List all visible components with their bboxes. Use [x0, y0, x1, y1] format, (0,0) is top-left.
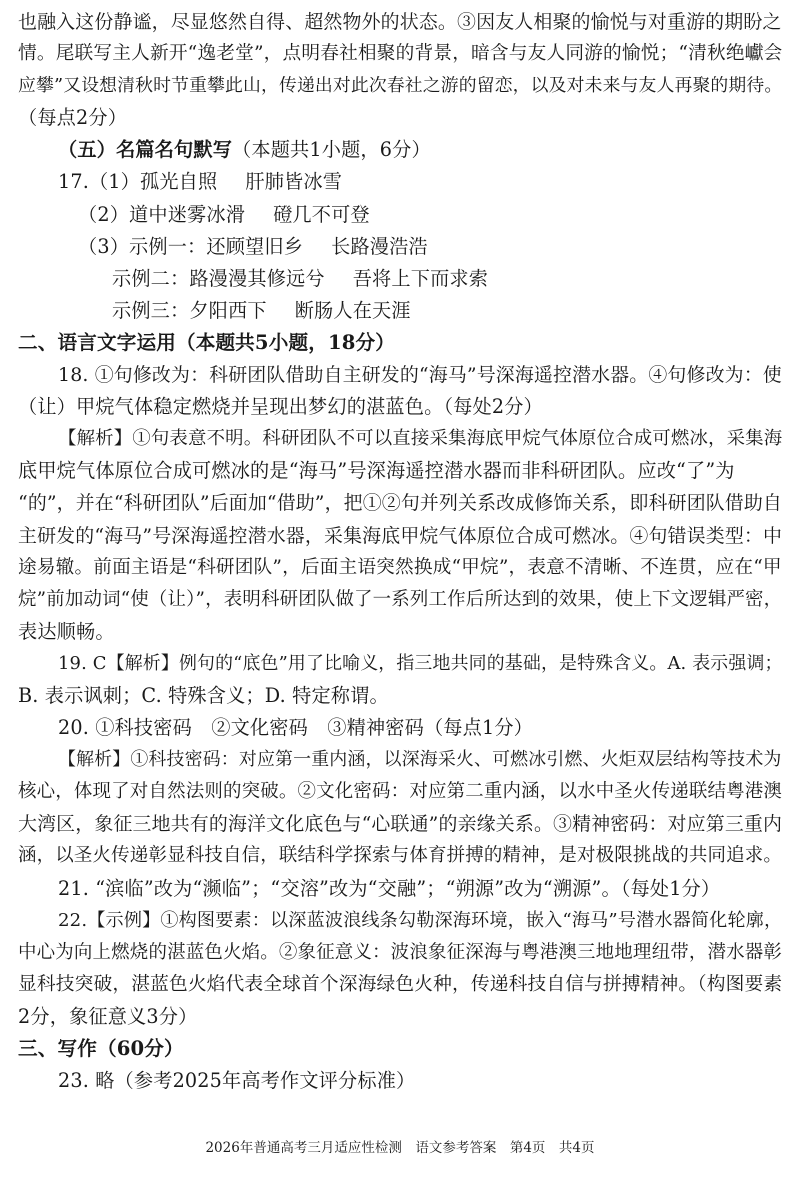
text-line: 应攀”又设想清秋时节重攀此山，传递出对此次春社之游的留恋，以及对未来与友人再聚的期待。	[18, 75, 783, 97]
q18-analysis-line: “的”，并在“科研团队”后面加“借助”，把①②句并列关系改成修饰关系，即科研团队借助自	[18, 492, 782, 515]
q20-line: 20. ①科技密码 ②文化密码 ③精神密码（每点1分）	[58, 716, 533, 740]
q17-line-3	[18, 231, 782, 263]
q17-line-4	[18, 263, 782, 295]
q17-text: 吾将上下而求索	[352, 266, 489, 290]
q19-line: B. 表示讽刺；C. 特殊含义；D. 特定称谓。	[18, 683, 389, 707]
q17-text: 17.（1）孤光自照	[58, 170, 218, 194]
q17-text: 磴几不可登	[273, 202, 370, 226]
q20-analysis-line: 核心，体现了对自然法则的突破。②文化密码：对应第二重内涵，以水中圣火传递联结粤港澳	[18, 781, 783, 803]
q17-text: 断肠人在天涯	[294, 298, 411, 322]
section-5-heading-bold: （五）名篇名句默写	[58, 138, 233, 162]
q17-line-2	[18, 199, 782, 231]
q21-line: 21. “滨临”改为“濒临”；“交溶”改为“交融”；“朔源”改为“溯源”。（每处1分）	[58, 876, 721, 900]
q17-text: 长路漫浩浩	[331, 234, 428, 258]
q17-line-1	[18, 166, 782, 198]
part-3-heading-note: （60分）	[96, 1037, 184, 1060]
q17-text: 示例二：路漫漫其修远兮	[112, 266, 325, 290]
q18-analysis-line: 表达顺畅。	[18, 619, 115, 643]
q17-text: 示例三：夕阳西下	[112, 298, 267, 322]
page-footer: 2026年普通高考三月适应性检测 语文参考答案 第4页 共4页	[205, 1140, 595, 1156]
text-line: 也融入这份静谧，尽显悠然自得、超然物外的状态。③因友人相聚的愉悦与对重游的期盼之	[18, 11, 782, 33]
q20-analysis-line: 涵，以圣火传递彰显科技自信，联结科学探索与体育拼搏的精神，是对极限挑战的共同追求。	[18, 845, 783, 867]
q20-analysis-line: 大湾区，象征三地共有的海洋文化底色与“心联通”的亲缘关系。③精神密码：对应第三重内	[18, 813, 783, 836]
q18-analysis-line: 途易辙。前面主语是“科研团队”，后面主语突然换成“甲烷”，表意不清晰、不连贯，应在“甲	[18, 556, 782, 578]
part-3-heading	[18, 1033, 782, 1065]
part-2-heading-bold: 二、语言文字运用	[18, 330, 176, 354]
q22-line: 中心为向上燃烧的湛蓝色火焰。②象征意义：波浪象征深海与粤港澳三地地理纽带，潜水器彰	[18, 941, 783, 963]
q17-text: 肝肺皆冰雪	[245, 170, 343, 194]
text-line: 情。尾联写主人新开“逸老堂”，点明春社相聚的背景，暗含与友人同游的愉悦；“清秋绝巘会	[18, 43, 783, 65]
section-5-heading-note: （本题共1小题，6分）	[232, 138, 431, 162]
q20-analysis-line: 【解析】①科技密码：对应第一重内涵，以深海采火、可燃冰引燃、火炬双层结构等技术为	[58, 749, 782, 771]
q22-line: 22.【示例】①构图要素：以深蓝波浪线条勾勒深海环境，嵌入“海马”号潜水器简化轮廓，	[58, 909, 783, 931]
q17-text: （2）道中迷雾冰滑	[78, 202, 246, 226]
section-5-heading	[18, 134, 782, 166]
q18-analysis-line: 底甲烷气体原位合成可燃冰的是“海马”号深海遥控潜水器而非科研团队。应改“了”为	[18, 459, 735, 483]
q17-text: （3）示例一：还顾望旧乡	[78, 234, 304, 258]
q22-line: 2分，象征意义3分）	[18, 1004, 198, 1028]
q22-line: 显科技突破，湛蓝色火焰代表全球首个深海绿色火种，传递科技自信与拼搏精神。（构图要素	[18, 973, 783, 995]
q18-analysis-line: 主研发的“海马”号深海遥控潜水器，采集海底甲烷气体原位合成可燃冰。④句错误类型：中	[18, 524, 783, 547]
q19-line: 19. C【解析】例句的“底色”用了比喻义，指三地共同的基础，是特殊含义。A. 表示强调；	[58, 652, 783, 674]
q17-line-5	[18, 295, 782, 327]
q18-analysis-line: 烷”前加动词“使（让）”，表明科研团队做了一系列工作后所达到的效果，使上下文逻辑严密，	[18, 588, 783, 610]
part-2-heading	[18, 327, 782, 359]
q18-line: 18. ①句修改为：科研团队借助自主研发的“海马”号深海遥控潜水器。④句修改为：使	[58, 364, 782, 387]
part-3-heading-bold: 三、写作	[18, 1037, 97, 1060]
part-2-heading-note: （本题共5小题，18分）	[175, 330, 395, 354]
q23-line: 23. 略（参考2025年高考作文评分标准）	[58, 1069, 416, 1093]
q18-line: （让）甲烷气体稳定燃烧并呈现出梦幻的湛蓝色。（每处2分）	[18, 395, 543, 419]
text-line: （每点2分）	[18, 106, 128, 130]
q18-analysis-line: 【解析】①句表意不明。科研团队不可以直接采集海底甲烷气体原位合成可燃冰，采集海	[58, 428, 783, 450]
